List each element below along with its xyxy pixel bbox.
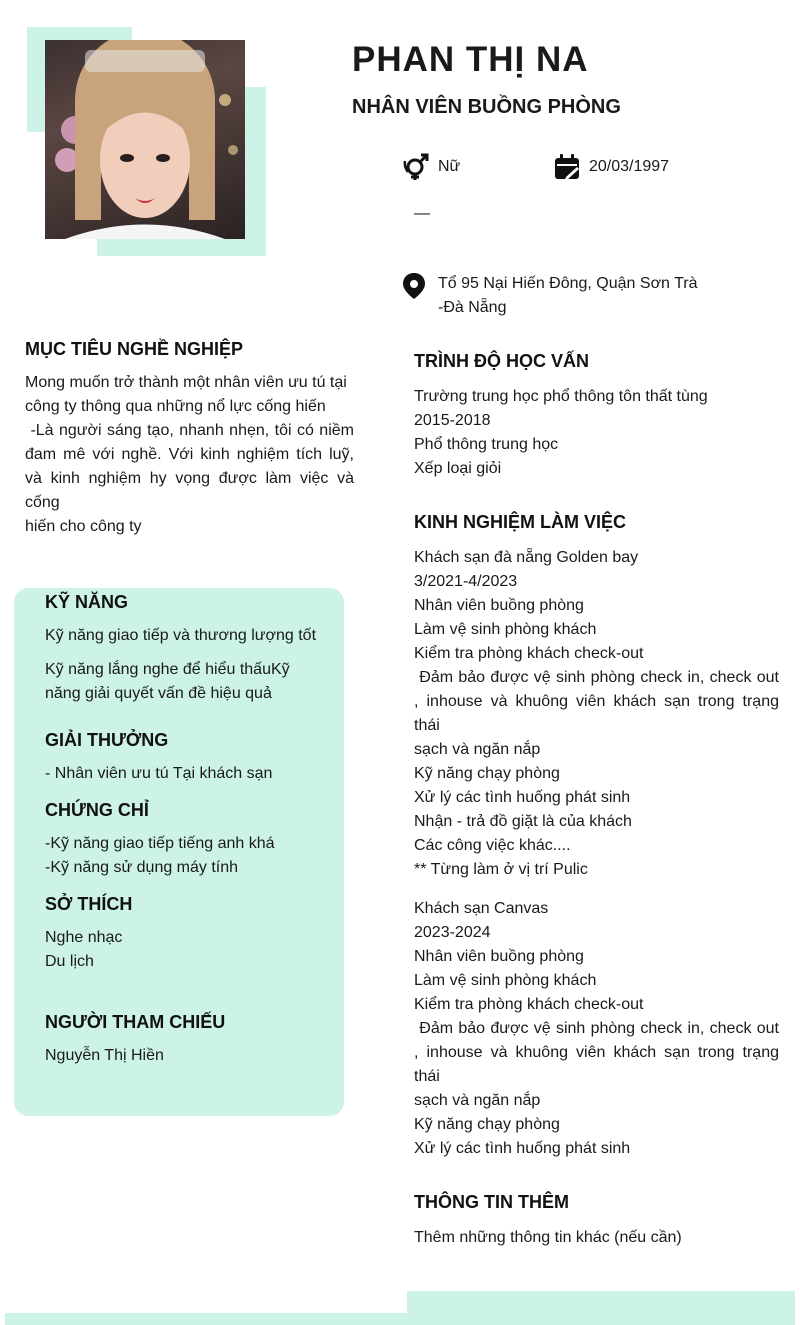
- job-line: Khách sạn Canvas: [414, 900, 549, 917]
- job-line: sạch và ngăn nắp: [414, 1092, 541, 1109]
- education-line: Phổ thông trung học: [414, 436, 559, 453]
- candidate-name: PHAN THỊ NA: [352, 40, 589, 79]
- job-line: sạch và ngăn nắp: [414, 741, 541, 758]
- job-line: ** Từng làm ở vị trí Pulic: [414, 861, 588, 878]
- gender-icon: [402, 153, 430, 181]
- certificates-heading: CHỨNG CHỈ: [45, 800, 149, 820]
- job-duty-paragraph: Đảm bảo được vệ sinh phòng check in, check out , inhouse và khuông viên khách sạn trong trạng thái: [414, 669, 784, 734]
- skills-heading: KỸ NĂNG: [45, 592, 129, 612]
- objective-paragraph-2: -Là người sáng tạo, nhanh nhẹn, tôi có niềm đam mê với nghề. Với kinh nghiệm tích luỹ, và kinh nghiệm hy vọng được làm việc và cống: [25, 422, 359, 511]
- job-line: Các công việc khác....: [414, 837, 571, 854]
- job-line: 2023-2024: [414, 924, 491, 941]
- job-line: 3/2021-4/2023: [414, 573, 518, 590]
- certificate-item-1: -Kỹ năng giao tiếp tiếng anh khá: [45, 835, 275, 852]
- award-item-1: - Nhân viên ưu tú Tại khách sạn: [45, 765, 273, 782]
- references-heading: NGƯỜI THAM CHIẾU: [45, 1012, 226, 1032]
- job-line: Nhận - trả đồ giặt là của khách: [414, 813, 632, 830]
- objective-text: [25, 371, 359, 539]
- job-2: [414, 897, 784, 1161]
- education-heading: TRÌNH ĐỘ HỌC VẤN: [414, 351, 589, 371]
- gender-row: [402, 153, 460, 181]
- experience-heading: KINH NGHIỆM LÀM VIỆC: [414, 512, 627, 532]
- address-line-2: -Đà Nẵng: [438, 299, 507, 316]
- footer-bar-right: [407, 1291, 795, 1325]
- extra-info-text: Thêm những thông tin khác (nếu cần): [414, 1229, 682, 1246]
- extra-info-heading: THÔNG TIN THÊM: [414, 1192, 569, 1212]
- education-line: Xếp loại giỏi: [414, 460, 502, 477]
- job-duty-paragraph: Đảm bảo được vệ sinh phòng check in, check out , inhouse và khuông viên khách sạn trong trạng thái: [414, 1020, 784, 1085]
- job-line: Kỹ năng chạy phòng: [414, 765, 560, 782]
- objective-heading: MỤC TIÊU NGHỀ NGHIỆP: [25, 339, 244, 359]
- job-title: NHÂN VIÊN BUỒNG PHÒNG: [352, 96, 621, 118]
- location-pin-icon: [402, 272, 426, 300]
- education-list: [414, 385, 780, 481]
- job-line: Xử lý các tình huống phát sinh: [414, 789, 631, 806]
- hobbies-list: [45, 926, 335, 974]
- dash-marker: —: [414, 205, 430, 222]
- skill-item-2: Kỹ năng lắng nghe để hiểu thấuKỹ năng giải quyết vấn đề hiệu quả: [45, 661, 290, 702]
- hobby-item-2: Du lịch: [45, 953, 94, 970]
- avatar: [45, 40, 245, 239]
- gender-value: Nữ: [438, 158, 461, 175]
- job-line: Kiểm tra phòng khách check-out: [414, 645, 644, 662]
- job-1: [414, 546, 784, 882]
- job-line: Nhân viên buồng phòng: [414, 597, 584, 614]
- education-line: Trường trung học phổ thông tôn thất tùng: [414, 388, 708, 405]
- skill-item-1: Kỹ năng giao tiếp và thương lượng tốt: [45, 627, 317, 644]
- job-line: Kiểm tra phòng khách check-out: [414, 996, 644, 1013]
- job-line: Xử lý các tình huống phát sinh: [414, 1140, 631, 1157]
- awards-heading: GIẢI THƯỞNG: [45, 730, 169, 750]
- job-line: Khách sạn đà nẵng Golden bay: [414, 549, 639, 566]
- certificate-item-2: -Kỹ năng sử dụng máy tính: [45, 859, 239, 876]
- hobby-item-1: Nghe nhạc: [45, 929, 123, 946]
- address-line-1: Tổ 95 Nại Hiến Đông, Quận Sơn Trà: [438, 275, 698, 292]
- job-line: Kỹ năng chạy phòng: [414, 1116, 560, 1133]
- job-line: Nhân viên buồng phòng: [414, 948, 584, 965]
- reference-item-1: Nguyễn Thị Hiền: [45, 1047, 164, 1064]
- objective-paragraph-3: hiến cho công ty: [25, 518, 142, 535]
- job-line: Làm vệ sinh phòng khách: [414, 621, 597, 638]
- calendar-icon: [553, 153, 581, 181]
- education-line: 2015-2018: [414, 412, 491, 429]
- certificates-list: [45, 832, 335, 880]
- birthdate-row: [553, 153, 669, 181]
- job-line: Làm vệ sinh phòng khách: [414, 972, 597, 989]
- objective-paragraph-1: Mong muốn trở thành một nhân viên ưu tú tại công ty thông qua những nổ lực cống hiến: [25, 374, 347, 415]
- birthdate-value: 20/03/1997: [589, 158, 670, 175]
- footer-bar-left: [5, 1313, 407, 1325]
- hobbies-heading: SỞ THÍCH: [45, 894, 133, 914]
